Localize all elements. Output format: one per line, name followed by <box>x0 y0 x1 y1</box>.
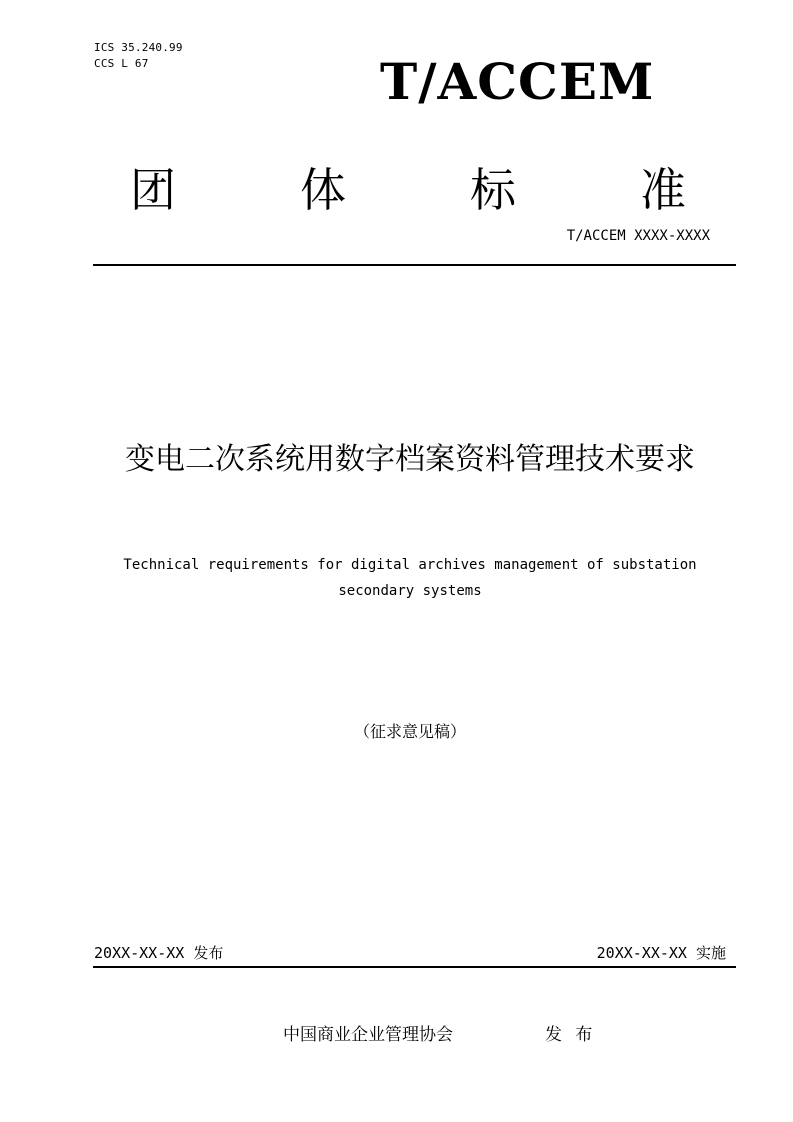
document-title-cn: 变电二次系统用数字档案资料管理技术要求 <box>125 442 695 477</box>
standard-type-char-4: 准 <box>640 163 686 217</box>
publish-label: 发 布 <box>545 1025 597 1045</box>
document-title-en-line-2: secondary systems <box>338 583 482 599</box>
standard-code: T/ACCEM XXXX-XXXX <box>566 228 710 244</box>
publishing-organization: 中国商业企业管理协会 <box>283 1025 453 1045</box>
standard-type-char-3: 标 <box>470 163 516 217</box>
standard-type-title <box>96 158 716 228</box>
bottom-divider <box>93 966 736 968</box>
release-date: 20XX-XX-XX 发布 <box>94 944 224 962</box>
classification-codes <box>94 40 183 72</box>
standard-type-char-2: 体 <box>300 163 346 217</box>
document-title-en-line-1: Technical requirements for digital archives management of substation <box>123 557 697 573</box>
ccs-code: CCS L 67 <box>94 57 149 70</box>
implementation-date: 20XX-XX-XX 实施 <box>596 944 726 962</box>
standard-type-char-1: 团 <box>130 163 176 217</box>
ics-code: ICS 35.240.99 <box>94 41 183 54</box>
brand-logo-text: T/ACCEM <box>380 52 655 111</box>
top-divider <box>93 264 736 266</box>
draft-status: （征求意见稿） <box>353 722 466 741</box>
document-title-en <box>90 552 730 604</box>
